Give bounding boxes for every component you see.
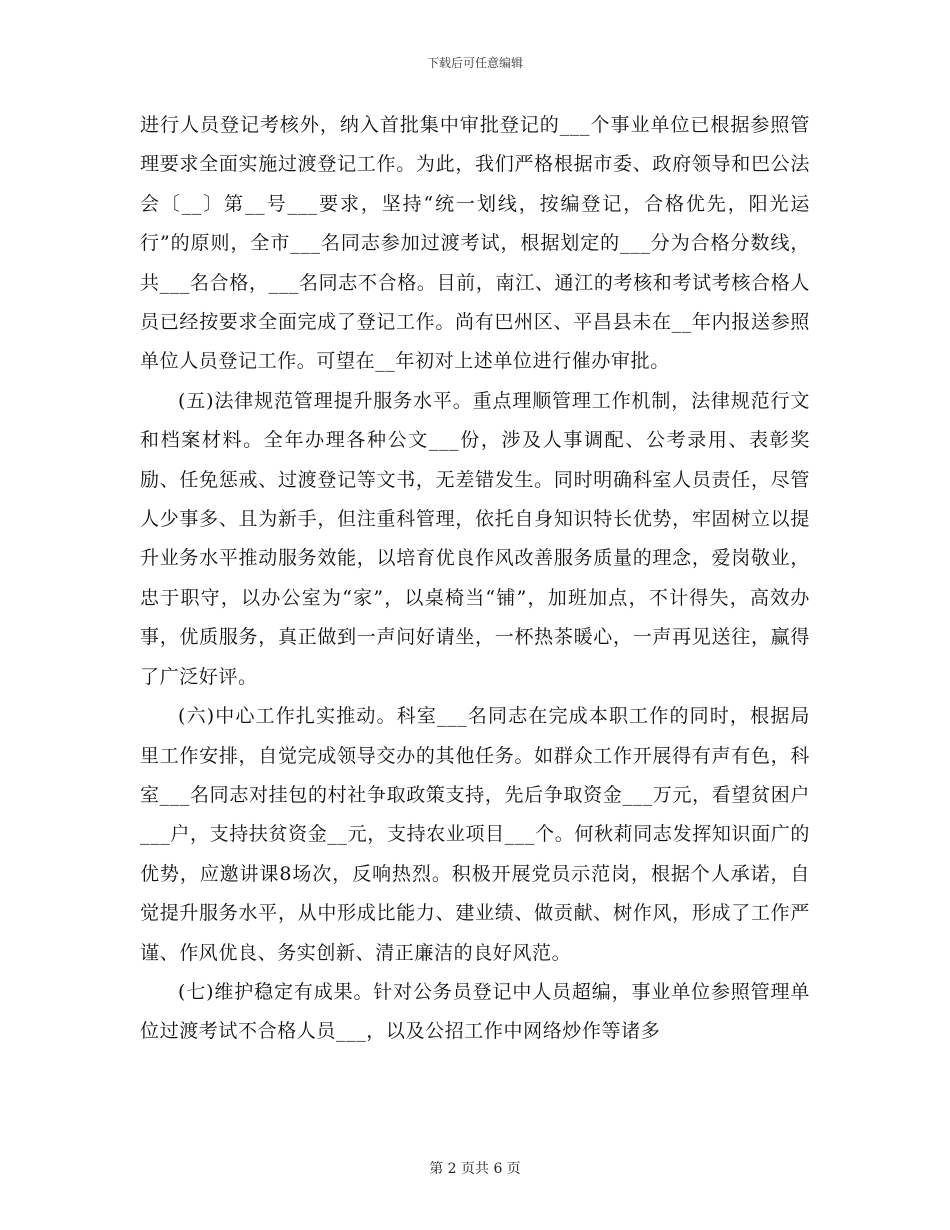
document-body [140,106,810,1052]
paragraph-section-5: (五)法律规范管理提升服务水平。重点理顺管理工作机制，法律规范行文和档案材料。全年办理各种公文___份，涉及人事调配、公考录用、表彰奖励、任免惩戒、过渡登记等文书，无差错发生。同时明确科室人员责任，尽管人少事多、且为新手，但注重科管理，依托自身知识特长优势，牢固树立以提升业务水平推动服务效能，以培育优良作风改善服务质量的理念，爱岗敬业，忠于职守，以办公室为“家”，以桌椅当“铺”，加班加点，不计得失，高效办事，优质服务，真正做到一声问好请坐，一杯热茶暖心，一声再见送往，赢得了广泛好评。 [140,389,810,688]
page-number: 第 2 页共 6 页 [429,1161,521,1177]
paragraph-registration: 进行人员登记考核外，纳入首批集中审批登记的___个事业单位已根据参照管理要求全面实施过渡登记工作。为此，我们严格根据市委、政府领导和巴公法会〔__〕第__号___要求，坚持“统一划线，按编登记，合格优先，阳光运行”的原则，全市___名同志参加过渡考试，根据划定的___分为合格分数线，共___名合格，___名同志不合格。目前，南江、通江的考核和考试考核合格人员已经按要求全面完成了登记工作。尚有巴州区、平昌县未在__年内报送参照单位人员登记工作。可望在__年初对上述单位进行催办审批。 [140,114,810,373]
paragraph-section-6: (六)中心工作扎实推动。科室___名同志在完成本职工作的同时，根据局里工作安排，自觉完成领导交办的其他任务。如群众工作开展得有声有色，科室___名同志对挂包的村社争取政策支持，先后争取资金___万元，看望贫困户___户，支持扶贫资金__元，支持农业项目___个。何秋莉同志发挥知识面广的优势，应邀讲课8场次，反响热烈。积极开展党员示范岗，根据个人承诺，自觉提升服务水平，从中形成比能力、建业绩、做贡献、树作风，形成了工作严谨、作风优良、务实创新、清正廉洁的良好风范。 [140,705,810,964]
page-header: 下载后可任意编辑 [426,56,523,70]
paragraph-section-7: (七)维护稳定有成果。针对公务员登记中人员超编，事业单位参照管理单位过渡考试不合格人员___，以及公招工作中网络炒作等诸多 [140,980,810,1043]
